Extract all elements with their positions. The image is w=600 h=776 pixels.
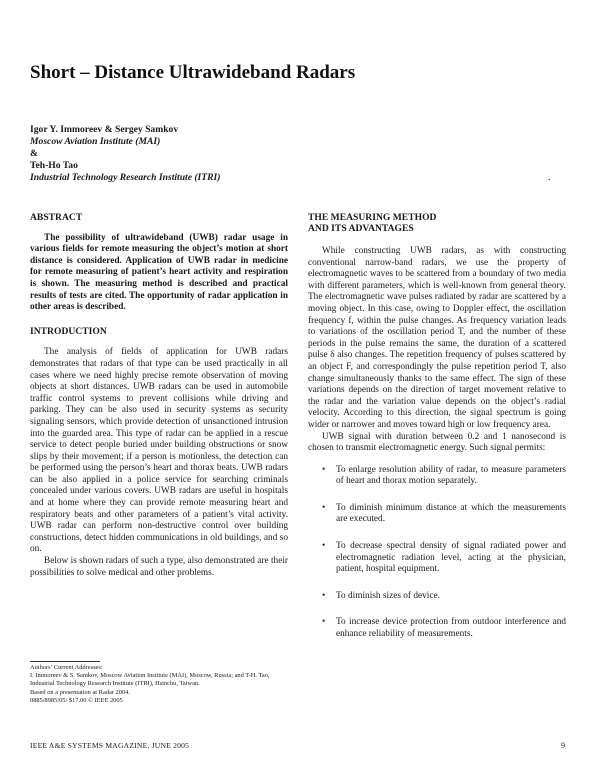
page-number: 9 [561, 741, 565, 750]
page-title: Short – Distance Ultrawideband Radars [30, 62, 356, 83]
list-item-text: To diminish sizes of device. [336, 590, 440, 601]
footnote-presentation: Based on a presentation at Radar 2004. [30, 688, 130, 696]
left-column [30, 212, 288, 579]
footnote-code: 0885/8985/05/ $17.00 © IEEE 2005 [30, 696, 123, 704]
author-names-1: Igor Y. Immoreev & Sergey Samkov [30, 124, 179, 135]
introduction-heading: INTRODUCTION [30, 325, 107, 337]
list-item-text: To increase device protection from outdoor interference and enhance reliability of measurements. [336, 617, 566, 640]
bullet-icon: • [322, 617, 326, 628]
author-block [30, 124, 430, 184]
author-affiliation-1: Moscow Aviation Institute (MAI) [30, 136, 161, 147]
permits-list [308, 465, 566, 641]
abstract-text: The possibility of ultrawideband (UWB) radar usage in various fields for remote measuring the object’s motion at short distance is considered. Application of UWB radar in medicine for remote measuring of patient’s heart activity and respiration is shown. The measuring method is described and practical results of tests are cited. The opportunity of radar application in other areas is described. [30, 232, 288, 313]
intro-paragraph: Below is shown radars of such a type, also demonstrated are their possibilities to solve medical and other problems. [30, 556, 288, 578]
author-affiliation-2: Industrial Technology Research Institute (ITRI) [30, 172, 221, 183]
footnote-address: I. Immoreev & S. Samkov, Moscow Aviation Institute (MAI), Moscow, Russia; and T-H. Tao, Industrial Technology Research Institute (ITRI), Hsinchu, Taiwan. [30, 672, 270, 688]
bullet-icon: • [322, 464, 326, 475]
list-item [308, 617, 566, 640]
footnote-heading: Authors’ Current Addresses: [30, 664, 103, 671]
bullet-icon: • [322, 541, 326, 552]
author-footnote [30, 661, 288, 705]
list-item-text: To enlarge resolution ability of radar, to measure parameters of heart and thorax motion separately. [336, 464, 566, 487]
list-item [308, 503, 566, 526]
author-ampersand: & [30, 148, 38, 159]
abstract-heading: ABSTRACT [30, 212, 83, 223]
author-names-2: Teh-Ho Tao [30, 160, 78, 171]
footnote-rule [30, 661, 100, 662]
stray-mark: . [548, 172, 551, 183]
measuring-heading-line2: AND ITS ADVANTAGES [308, 223, 414, 234]
bullet-icon: • [322, 590, 326, 601]
list-item [308, 541, 566, 576]
measuring-paragraph: While constructing UWB radars, as with constructing conventional narrow-band radars, we use the property of electromagnetic waves to be scattered from a boundary of two media with different parameters, which is well-known from general theory. The electromagnetic wave pulses radiated by radar are scattered by a moving object. In this case, owing to Doppler effect, the oscillation frequency f, within the pulse changes. As frequency variation leads to variations of the oscillation period T, and the number of these periods in the pulse remains the same, the duration of a scattered pulse δ also changes. The repetition frequency of pulses scattered by an object F, and correspondingly the pulse repetition period T, also change simultaneously thanks to the same effect. The sign of these variations depends on the direction of target movement relative to the radar and the variation value depends on the object’s radial velocity. According to this direction, the signal spectrum is going wider or narrower and moves toward high or low frequency area. [308, 246, 566, 430]
list-item-text: To diminish minimum distance at which the measurements are executed. [336, 502, 566, 525]
journal-footer: IEEE A&E SYSTEMS MAGAZINE, JUNE 2005 [30, 741, 190, 750]
bullet-icon: • [322, 502, 326, 513]
list-item [308, 465, 566, 488]
list-item [308, 591, 566, 603]
right-column [308, 212, 566, 656]
measuring-heading-line1: THE MEASURING METHOD [308, 212, 437, 223]
measuring-heading [308, 212, 566, 234]
measuring-paragraph: UWB signal with duration between 0.2 and 1 nanosecond is chosen to transmit electromagnetic energy. Such signal permits: [308, 431, 566, 454]
list-item-text: To decrease spectral density of signal radiated power and electromagnetic radiation level, acting at the physician, patient, hospital equipment. [336, 541, 566, 575]
intro-paragraph: The analysis of fields of application for UWB radars demonstrates that radars of that type can be used practically in all cases where we need highly precise remote observation of moving objects at short distances. UWB radars can be used in automobile traffic control systems to prevent collisions while driving and parking. They can be also used in security systems as security signaling sensors, which provide detection of unsanctioned intrusion into the guarded area. This type of radar can be applied in a rescue service to detect people buried under building obstructions or snow slips by their movement; if a person is motionless, the detection can be performed using the person’s heart and thorax beats. UWB radars can be also applied in a police service for searching criminals concealed under various covers. UWB radars are useful in hospitals and at home where they can provide remote measuring heart and respiratory beats and other parameters of a patient’s vital activity. UWB radar can perform non-destructive control over building constructions, detect hidden communications in old buildings, and so on. [30, 347, 288, 555]
